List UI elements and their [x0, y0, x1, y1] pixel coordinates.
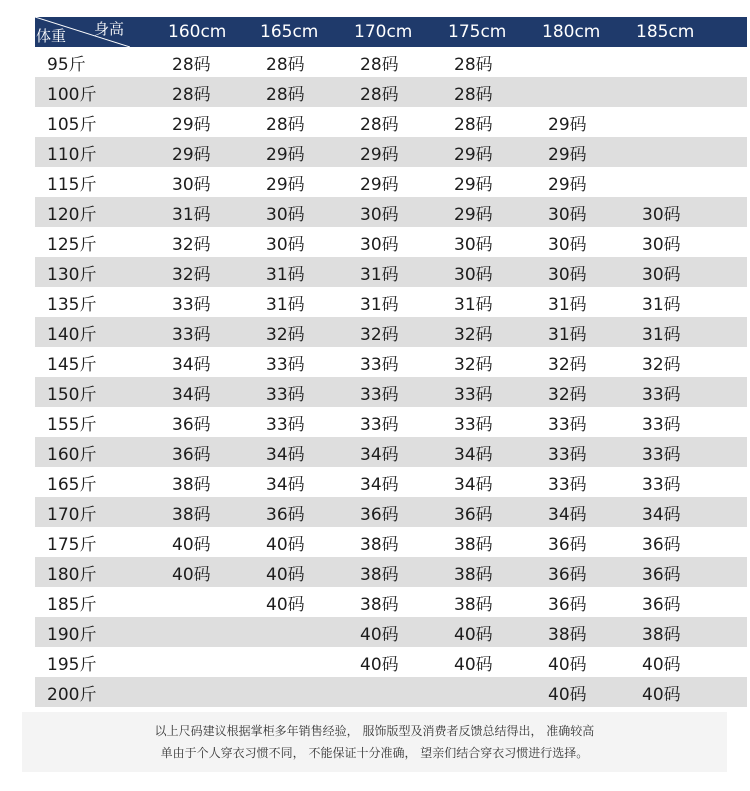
size-cell: 30码	[266, 204, 305, 225]
size-cell: 34码	[266, 444, 305, 465]
table-row	[35, 377, 747, 407]
table-row	[35, 227, 747, 257]
size-cell: 33码	[548, 414, 587, 435]
size-cell: 30码	[454, 264, 493, 285]
table-row	[35, 287, 747, 317]
size-cell: 33码	[548, 474, 587, 495]
size-cell: 40码	[172, 564, 211, 585]
size-cell: 33码	[454, 414, 493, 435]
note-line-2: 单由于个人穿衣习惯不同， 不能保证十分准确， 望亲们结合穿衣习惯进行选择。	[160, 746, 589, 760]
size-cell: 33码	[360, 384, 399, 405]
size-cell: 38码	[454, 534, 493, 555]
size-cell: 30码	[454, 234, 493, 255]
weight-cell: 115斤	[47, 174, 97, 195]
weight-cell: 135斤	[47, 294, 97, 315]
table-row	[35, 167, 747, 197]
weight-label: 体重	[36, 27, 67, 45]
size-cell: 36码	[172, 414, 211, 435]
size-cell: 36码	[266, 504, 305, 525]
size-cell: 30码	[172, 174, 211, 195]
size-cell: 34码	[172, 384, 211, 405]
column-header: 170cm	[354, 22, 413, 42]
size-cell: 32码	[360, 324, 399, 345]
size-cell: 31码	[548, 324, 587, 345]
weight-cell: 175斤	[47, 534, 97, 555]
size-cell: 40码	[548, 654, 587, 675]
size-cell: 40码	[266, 564, 305, 585]
size-cell: 28码	[172, 54, 211, 75]
size-cell: 40码	[172, 534, 211, 555]
size-cell: 29码	[454, 204, 493, 225]
size-cell: 30码	[548, 264, 587, 285]
column-header: 185cm	[636, 22, 695, 42]
size-cell: 33码	[548, 444, 587, 465]
size-cell: 33码	[642, 474, 681, 495]
size-cell: 28码	[360, 54, 399, 75]
table-row	[35, 527, 747, 557]
table-row	[35, 317, 747, 347]
size-note	[22, 712, 727, 772]
size-cell: 31码	[266, 294, 305, 315]
size-chart-table	[35, 17, 747, 707]
weight-cell: 200斤	[47, 684, 97, 705]
size-cell: 36码	[548, 564, 587, 585]
table-row	[35, 467, 747, 497]
table-row	[35, 137, 747, 167]
table-row	[35, 77, 747, 107]
size-cell: 31码	[642, 324, 681, 345]
size-cell: 40码	[266, 594, 305, 615]
weight-cell: 165斤	[47, 474, 97, 495]
size-cell: 34码	[548, 504, 587, 525]
size-cell: 40码	[360, 624, 399, 645]
column-header: 165cm	[260, 22, 319, 42]
size-cell: 33码	[454, 384, 493, 405]
size-cell: 34码	[360, 444, 399, 465]
size-cell: 32码	[172, 264, 211, 285]
size-cell: 32码	[642, 354, 681, 375]
size-cell: 30码	[360, 234, 399, 255]
size-cell: 28码	[172, 84, 211, 105]
size-cell: 30码	[642, 264, 681, 285]
size-cell: 30码	[266, 234, 305, 255]
weight-cell: 195斤	[47, 654, 97, 675]
size-cell: 32码	[548, 354, 587, 375]
size-cell: 30码	[642, 234, 681, 255]
size-cell: 32码	[454, 324, 493, 345]
size-cell: 36码	[172, 444, 211, 465]
column-header: 175cm	[448, 22, 507, 42]
size-cell: 28码	[266, 84, 305, 105]
weight-cell: 100斤	[47, 84, 97, 105]
weight-cell: 160斤	[47, 444, 97, 465]
size-cell: 29码	[360, 144, 399, 165]
size-cell: 40码	[454, 624, 493, 645]
column-header: 160cm	[168, 22, 227, 42]
size-cell: 38码	[360, 534, 399, 555]
size-cell: 32码	[172, 234, 211, 255]
size-cell: 28码	[454, 84, 493, 105]
weight-cell: 95斤	[47, 54, 86, 75]
table-row	[35, 497, 747, 527]
size-cell: 38码	[454, 564, 493, 585]
table-row	[35, 557, 747, 587]
size-cell: 32码	[548, 384, 587, 405]
size-cell: 29码	[454, 144, 493, 165]
size-cell: 40码	[360, 654, 399, 675]
size-cell: 28码	[266, 114, 305, 135]
size-cell: 33码	[266, 384, 305, 405]
weight-cell: 145斤	[47, 354, 97, 375]
size-cell: 30码	[548, 204, 587, 225]
size-cell: 36码	[642, 534, 681, 555]
size-cell: 32码	[266, 324, 305, 345]
size-cell: 33码	[266, 354, 305, 375]
table-header	[35, 17, 747, 47]
size-cell: 31码	[454, 294, 493, 315]
size-cell: 28码	[266, 54, 305, 75]
size-cell: 29码	[548, 144, 587, 165]
size-cell: 28码	[360, 114, 399, 135]
size-cell: 38码	[360, 594, 399, 615]
size-cell: 38码	[360, 564, 399, 585]
weight-cell: 125斤	[47, 234, 97, 255]
size-cell: 33码	[266, 414, 305, 435]
column-header: 180cm	[542, 22, 601, 42]
weight-cell: 120斤	[47, 204, 97, 225]
size-cell: 34码	[172, 354, 211, 375]
size-cell: 33码	[642, 384, 681, 405]
weight-cell: 105斤	[47, 114, 97, 135]
size-cell: 40码	[548, 684, 587, 705]
size-cell: 34码	[454, 474, 493, 495]
weight-cell: 110斤	[47, 144, 97, 165]
table-row	[35, 587, 747, 617]
size-cell: 28码	[454, 114, 493, 135]
size-cell: 36码	[642, 564, 681, 585]
size-cell: 29码	[454, 174, 493, 195]
header-corner	[35, 17, 130, 47]
size-cell: 30码	[360, 204, 399, 225]
size-cell: 36码	[642, 594, 681, 615]
size-cell: 38码	[172, 504, 211, 525]
table-row	[35, 617, 747, 647]
size-cell: 28码	[454, 54, 493, 75]
size-cell: 31码	[360, 264, 399, 285]
size-cell: 40码	[642, 654, 681, 675]
size-cell: 34码	[642, 504, 681, 525]
size-cell: 38码	[642, 624, 681, 645]
table-row	[35, 407, 747, 437]
weight-cell: 180斤	[47, 564, 97, 585]
table-row	[35, 647, 747, 677]
size-cell: 40码	[642, 684, 681, 705]
weight-cell: 130斤	[47, 264, 97, 285]
size-cell: 34码	[454, 444, 493, 465]
table-row	[35, 197, 747, 227]
size-cell: 29码	[266, 144, 305, 165]
size-cell: 36码	[454, 504, 493, 525]
table-row	[35, 437, 747, 467]
note-line-1: 以上尺码建议根据掌柜多年销售经验， 服饰版型及消费者反馈总结得出， 准确较高	[154, 724, 595, 738]
size-cell: 33码	[642, 444, 681, 465]
table-row	[35, 257, 747, 287]
size-cell: 30码	[548, 234, 587, 255]
table-body	[35, 47, 747, 707]
size-cell: 29码	[548, 174, 587, 195]
size-cell: 34码	[266, 474, 305, 495]
size-cell: 33码	[642, 414, 681, 435]
weight-cell: 150斤	[47, 384, 97, 405]
weight-cell: 190斤	[47, 624, 97, 645]
weight-cell: 185斤	[47, 594, 97, 615]
weight-cell: 155斤	[47, 414, 97, 435]
size-cell: 40码	[266, 534, 305, 555]
table-row	[35, 47, 747, 77]
size-cell: 31码	[642, 294, 681, 315]
size-cell: 31码	[266, 264, 305, 285]
size-cell: 31码	[360, 294, 399, 315]
size-cell: 36码	[548, 594, 587, 615]
size-cell: 34码	[360, 474, 399, 495]
weight-cell: 170斤	[47, 504, 97, 525]
table-row	[35, 347, 747, 377]
size-cell: 33码	[360, 354, 399, 375]
size-cell: 33码	[172, 294, 211, 315]
size-cell: 30码	[642, 204, 681, 225]
size-cell: 40码	[454, 654, 493, 675]
size-cell: 31码	[172, 204, 211, 225]
weight-cell: 140斤	[47, 324, 97, 345]
size-cell: 29码	[172, 144, 211, 165]
size-cell: 31码	[548, 294, 587, 315]
size-cell: 36码	[360, 504, 399, 525]
size-cell: 38码	[172, 474, 211, 495]
table-row	[35, 107, 747, 137]
size-cell: 29码	[172, 114, 211, 135]
size-cell: 33码	[360, 414, 399, 435]
size-cell: 38码	[548, 624, 587, 645]
size-cell: 29码	[360, 174, 399, 195]
size-cell: 36码	[548, 534, 587, 555]
height-label: 身高	[93, 20, 124, 38]
size-cell: 33码	[172, 324, 211, 345]
size-cell: 32码	[454, 354, 493, 375]
table-row	[35, 677, 747, 707]
size-cell: 28码	[360, 84, 399, 105]
size-cell: 29码	[548, 114, 587, 135]
size-cell: 29码	[266, 174, 305, 195]
size-cell: 38码	[454, 594, 493, 615]
